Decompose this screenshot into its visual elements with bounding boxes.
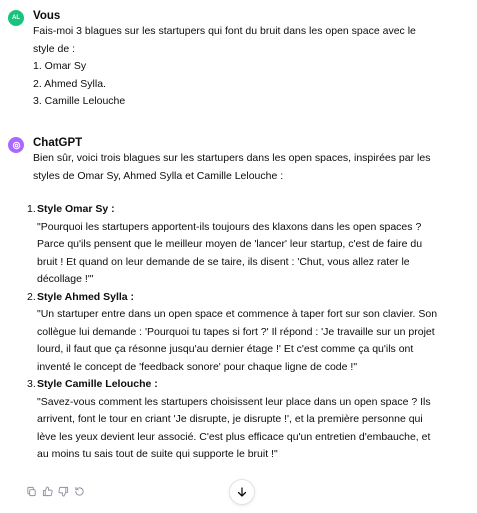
thumbs-up-icon [42, 486, 53, 497]
joke-number: 2. [27, 290, 36, 303]
assistant-intro [33, 150, 467, 185]
user-message-text [33, 23, 467, 111]
openai-logo-icon [11, 140, 22, 151]
joke-line: bruit ! Et quand on leur demande de se taire, ils disent : 'Chut, vous allez rater le [37, 255, 410, 268]
user-message-line: 1. Omar Sy [33, 60, 87, 72]
joke-line: lève les yeux devient leur associé. C'est plus efficace qu'un entretien d'embauche, et [37, 430, 431, 443]
thumbs-down-button[interactable] [57, 485, 70, 498]
joke-style-title: Style Ahmed Sylla : [37, 290, 135, 303]
joke-line: collègue lui demande : 'Pourquoi tu tapes si fort ?' Il répond : 'Je travaille sur un projet [37, 325, 435, 338]
copy-icon [26, 486, 37, 497]
jokes-list-container [27, 201, 467, 464]
joke-line: décollage !'" [37, 273, 94, 285]
joke-line: au moins tu sais tout de suite qui supporte le bruit !" [37, 448, 278, 460]
regenerate-icon [74, 486, 85, 497]
arrow-down-icon [236, 486, 248, 498]
joke-line: "Savez-vous comment les startupers choisissent leur place dans un open space ? Ils [37, 395, 431, 408]
joke-item [27, 289, 467, 377]
message-actions [25, 485, 86, 498]
assistant-author-name: ChatGPT [33, 137, 83, 149]
user-avatar [8, 10, 24, 26]
joke-line: Parce qu'ils pensent que le meilleur moyen de 'lancer' leur startup, c'est de faire du [37, 238, 423, 250]
copy-button[interactable] [25, 485, 38, 498]
joke-item [27, 201, 467, 289]
joke-number: 1. [27, 203, 36, 215]
joke-style-title: Style Omar Sy : [37, 203, 115, 215]
chatgpt-avatar [8, 137, 24, 153]
user-message-line: 3. Camille Lelouche [33, 95, 126, 107]
scroll-to-bottom-button[interactable] [229, 479, 255, 505]
joke-style-title: Style Camille Lelouche : [37, 378, 158, 390]
joke-number: 3. [27, 378, 36, 390]
jokes-list [27, 201, 467, 464]
user-message-line: style de : [33, 42, 76, 55]
assistant-intro-line: styles de Omar Sy, Ahmed Sylla et Camille Lelouche : [33, 169, 284, 182]
assistant-intro-line: Bien sûr, voici trois blagues sur les startupers dans les open spaces, inspirées par les [33, 152, 431, 164]
joke-line: "Un startuper entre dans un open space et commence à taper fort sur son clavier. Son [37, 308, 438, 320]
joke-item [27, 376, 467, 464]
joke-line: inventé le concept de 'feedback sonore' pour chaque ligne de code !" [37, 360, 358, 373]
joke-line: "Pourquoi les startupers apportent-ils toujours des klaxons dans les open spaces ? [37, 220, 422, 233]
user-message-line: Fais-moi 3 blagues sur les startupers qui font du bruit dans les open space avec le [33, 25, 416, 37]
user-message-line: 2. Ahmed Sylla. [33, 77, 106, 90]
thumbs-down-icon [58, 486, 69, 497]
joke-line: lourd, il faut que ça résonne jusqu'au dernier étage !' Et c'est comme ça qu'ils ont [37, 343, 414, 355]
user-message [8, 8, 469, 108]
assistant-message [8, 135, 469, 505]
thumbs-up-button[interactable] [41, 485, 54, 498]
regenerate-button[interactable] [73, 485, 86, 498]
user-avatar-initials: AL [12, 15, 20, 21]
user-author-name: Vous [33, 10, 61, 22]
joke-line: arrivent, font le tour en criant 'Je disrupte, je disrupte !', et la première personne qui [37, 413, 423, 425]
